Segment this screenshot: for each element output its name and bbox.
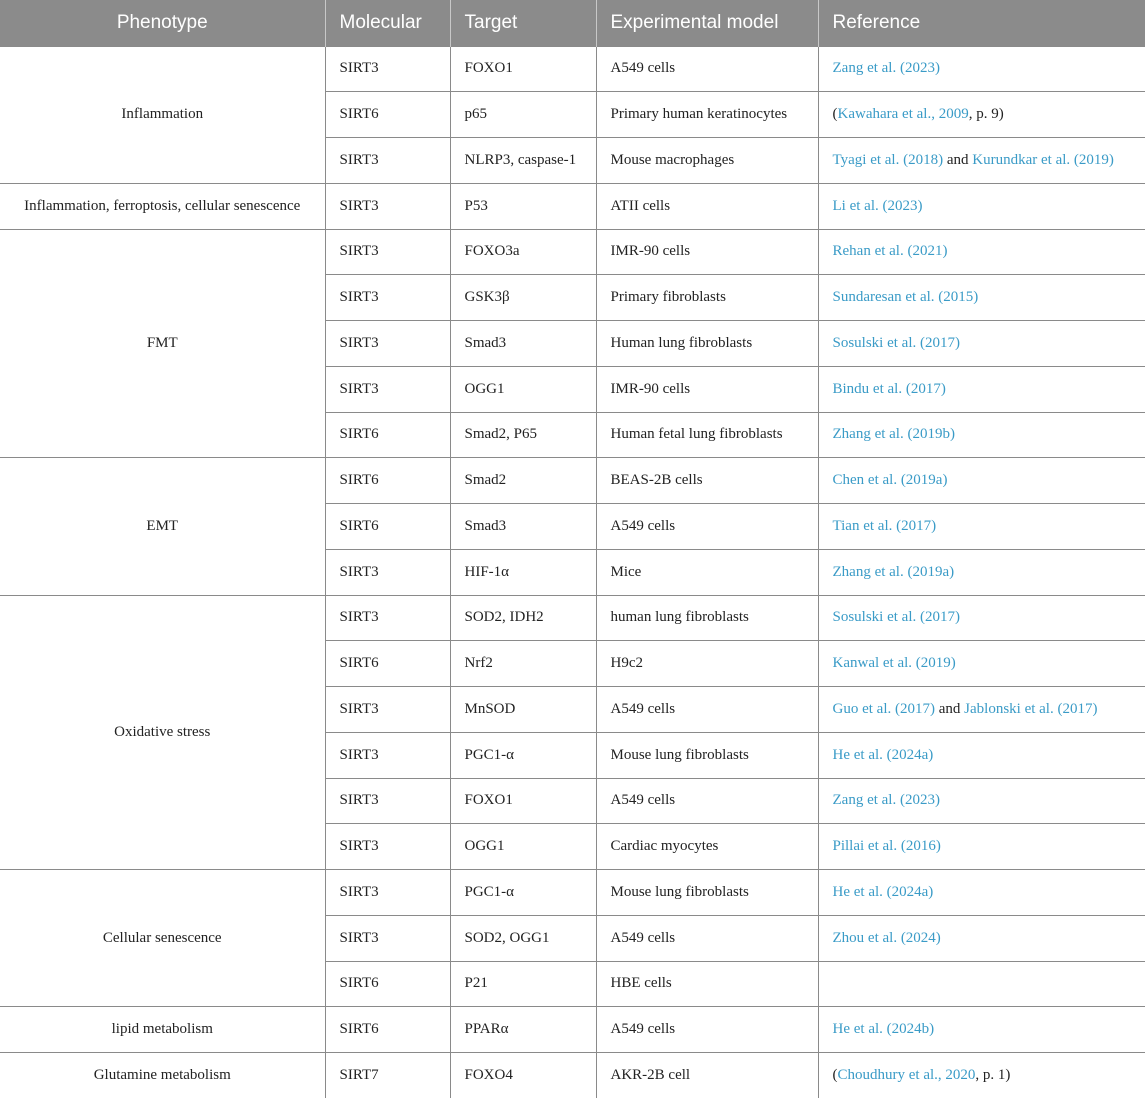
molecular-cell: SIRT7: [325, 1053, 450, 1098]
molecular-cell: SIRT3: [325, 549, 450, 595]
molecular-cell: SIRT3: [325, 183, 450, 229]
reference-link[interactable]: Bindu et al. (2017): [832, 380, 946, 397]
molecular-cell: SIRT3: [325, 138, 450, 184]
molecular-cell: SIRT6: [325, 641, 450, 687]
target-cell: FOXO1: [450, 46, 596, 92]
target-cell: SOD2, IDH2: [450, 595, 596, 641]
reference-cell: [818, 275, 1145, 321]
reference-link[interactable]: Sosulski et al. (2017): [832, 334, 960, 351]
phenotype-cell: Inflammation, ferroptosis, cellular senescence: [0, 183, 325, 229]
header-reference: Reference: [818, 0, 1145, 46]
table-row: [0, 46, 1145, 92]
experimental-model-cell: A549 cells: [596, 778, 818, 824]
reference-link[interactable]: Guo et al. (2017): [832, 700, 935, 717]
header-target: Target: [450, 0, 596, 46]
reference-cell: [818, 92, 1145, 138]
experimental-model-cell: Primary fibroblasts: [596, 275, 818, 321]
molecular-cell: SIRT6: [325, 458, 450, 504]
reference-cell: [818, 458, 1145, 504]
target-cell: p65: [450, 92, 596, 138]
molecular-cell: SIRT3: [325, 595, 450, 641]
reference-link[interactable]: Zhang et al. (2019b): [832, 426, 955, 443]
target-cell: P53: [450, 183, 596, 229]
experimental-model-cell: Human fetal lung fibroblasts: [596, 412, 818, 458]
experimental-model-cell: human lung fibroblasts: [596, 595, 818, 641]
experimental-model-cell: A549 cells: [596, 1007, 818, 1053]
reference-cell: [818, 732, 1145, 778]
target-cell: GSK3β: [450, 275, 596, 321]
target-cell: PPARα: [450, 1007, 596, 1053]
target-cell: Smad2: [450, 458, 596, 504]
experimental-model-cell: IMR-90 cells: [596, 229, 818, 275]
reference-link[interactable]: He et al. (2024b): [832, 1021, 935, 1038]
reference-cell: [818, 1053, 1145, 1098]
header-phenotype: Phenotype: [0, 0, 325, 46]
reference-link[interactable]: Pillai et al. (2016): [832, 838, 941, 855]
reference-link[interactable]: Choudhury et al., 2020: [837, 1067, 976, 1084]
reference-link[interactable]: He et al. (2024a): [832, 746, 934, 763]
experimental-model-cell: A549 cells: [596, 687, 818, 733]
table-row: [0, 183, 1145, 229]
reference-cell: [818, 870, 1145, 916]
reference-link[interactable]: Zang et al. (2023): [832, 792, 940, 809]
target-cell: Smad2, P65: [450, 412, 596, 458]
reference-link[interactable]: Zhou et al. (2024): [832, 929, 941, 946]
experimental-model-cell: Mice: [596, 549, 818, 595]
target-cell: OGG1: [450, 824, 596, 870]
reference-cell: [818, 412, 1145, 458]
reference-link[interactable]: Tyagi et al. (2018): [832, 151, 944, 168]
molecular-cell: SIRT3: [325, 687, 450, 733]
reference-text: (: [832, 1067, 838, 1084]
molecular-cell: SIRT6: [325, 412, 450, 458]
experimental-model-cell: H9c2: [596, 641, 818, 687]
reference-text: , p. 9): [968, 106, 1004, 123]
target-cell: Nrf2: [450, 641, 596, 687]
molecular-cell: SIRT3: [325, 275, 450, 321]
molecular-cell: SIRT6: [325, 504, 450, 550]
molecular-cell: SIRT3: [325, 732, 450, 778]
reference-text: and: [943, 151, 973, 168]
molecular-cell: SIRT3: [325, 870, 450, 916]
phenotype-cell: EMT: [0, 458, 325, 595]
table-row: [0, 1007, 1145, 1053]
reference-cell: [818, 183, 1145, 229]
reference-link[interactable]: Sosulski et al. (2017): [832, 609, 960, 626]
target-cell: Smad3: [450, 504, 596, 550]
table-row: [0, 229, 1145, 275]
reference-link[interactable]: Kanwal et al. (2019): [832, 655, 956, 672]
reference-cell: [818, 595, 1145, 641]
experimental-model-cell: Cardiac myocytes: [596, 824, 818, 870]
reference-cell: [818, 824, 1145, 870]
experimental-model-cell: IMR-90 cells: [596, 366, 818, 412]
target-cell: PGC1-α: [450, 870, 596, 916]
target-cell: HIF-1α: [450, 549, 596, 595]
molecular-cell: SIRT6: [325, 961, 450, 1007]
reference-cell: [818, 961, 1145, 1007]
reference-cell: [818, 321, 1145, 367]
target-cell: FOXO1: [450, 778, 596, 824]
reference-link[interactable]: Chen et al. (2019a): [832, 472, 948, 489]
experimental-model-cell: BEAS-2B cells: [596, 458, 818, 504]
target-cell: Smad3: [450, 321, 596, 367]
reference-cell: [818, 504, 1145, 550]
phenotype-cell: Inflammation: [0, 46, 325, 183]
molecular-cell: SIRT3: [325, 778, 450, 824]
target-cell: FOXO3a: [450, 229, 596, 275]
reference-link[interactable]: Zang et al. (2023): [832, 60, 940, 77]
target-cell: NLRP3, caspase-1: [450, 138, 596, 184]
reference-text: , p. 1): [975, 1067, 1011, 1084]
experimental-model-cell: Mouse lung fibroblasts: [596, 870, 818, 916]
table-row: [0, 458, 1145, 504]
target-cell: OGG1: [450, 366, 596, 412]
experimental-model-cell: A549 cells: [596, 915, 818, 961]
molecular-cell: SIRT3: [325, 321, 450, 367]
reference-link[interactable]: Li et al. (2023): [832, 197, 923, 214]
table-row: [0, 870, 1145, 916]
phenotype-cell: Cellular senescence: [0, 870, 325, 1007]
reference-link[interactable]: Sundaresan et al. (2015): [832, 289, 979, 306]
reference-text: and: [934, 700, 965, 717]
table-header: [0, 0, 1145, 46]
reference-cell: [818, 1007, 1145, 1053]
reference-cell: [818, 46, 1145, 92]
experimental-model-cell: A549 cells: [596, 46, 818, 92]
reference-link[interactable]: Kawahara et al., 2009: [837, 106, 969, 123]
reference-link[interactable]: He et al. (2024a): [832, 883, 934, 900]
header-molecular: Molecular: [325, 0, 450, 46]
target-cell: FOXO4: [450, 1053, 596, 1098]
target-cell: PGC1-α: [450, 732, 596, 778]
experimental-model-cell: Primary human keratinocytes: [596, 92, 818, 138]
reference-cell: [818, 138, 1145, 184]
header-experimental-model: Experimental model: [596, 0, 818, 46]
molecular-cell: SIRT6: [325, 1007, 450, 1053]
experimental-model-cell: Mouse lung fibroblasts: [596, 732, 818, 778]
experimental-model-cell: ATII cells: [596, 183, 818, 229]
experimental-model-cell: HBE cells: [596, 961, 818, 1007]
reference-cell: [818, 687, 1145, 733]
molecular-cell: SIRT3: [325, 366, 450, 412]
reference-link[interactable]: Kurundkar et al. (2019): [972, 151, 1114, 168]
reference-link[interactable]: Jablonski et al. (2017): [964, 700, 1098, 717]
phenotype-cell: Oxidative stress: [0, 595, 325, 870]
table-row: [0, 595, 1145, 641]
reference-cell: [818, 778, 1145, 824]
experimental-model-cell: AKR-2B cell: [596, 1053, 818, 1098]
experimental-model-cell: Human lung fibroblasts: [596, 321, 818, 367]
target-cell: P21: [450, 961, 596, 1007]
reference-link[interactable]: Tian et al. (2017): [832, 517, 937, 534]
experimental-model-cell: A549 cells: [596, 504, 818, 550]
molecular-cell: SIRT3: [325, 229, 450, 275]
reference-link[interactable]: Rehan et al. (2021): [832, 243, 948, 260]
reference-text: (: [832, 106, 838, 123]
reference-link[interactable]: Zhang et al. (2019a): [832, 563, 955, 580]
reference-cell: [818, 549, 1145, 595]
table-row: [0, 1053, 1145, 1098]
target-cell: MnSOD: [450, 687, 596, 733]
molecular-cell: SIRT3: [325, 46, 450, 92]
target-cell: SOD2, OGG1: [450, 915, 596, 961]
reference-cell: [818, 915, 1145, 961]
reference-cell: [818, 641, 1145, 687]
header-row: [0, 0, 1145, 46]
reference-cell: [818, 229, 1145, 275]
molecular-cell: SIRT3: [325, 824, 450, 870]
reference-cell: [818, 366, 1145, 412]
table-body: [0, 46, 1145, 1098]
phenotype-cell: lipid metabolism: [0, 1007, 325, 1053]
molecular-cell: SIRT6: [325, 92, 450, 138]
molecular-cell: SIRT3: [325, 915, 450, 961]
phenotype-cell: Glutamine metabolism: [0, 1053, 325, 1098]
phenotype-cell: FMT: [0, 229, 325, 458]
experimental-model-cell: Mouse macrophages: [596, 138, 818, 184]
